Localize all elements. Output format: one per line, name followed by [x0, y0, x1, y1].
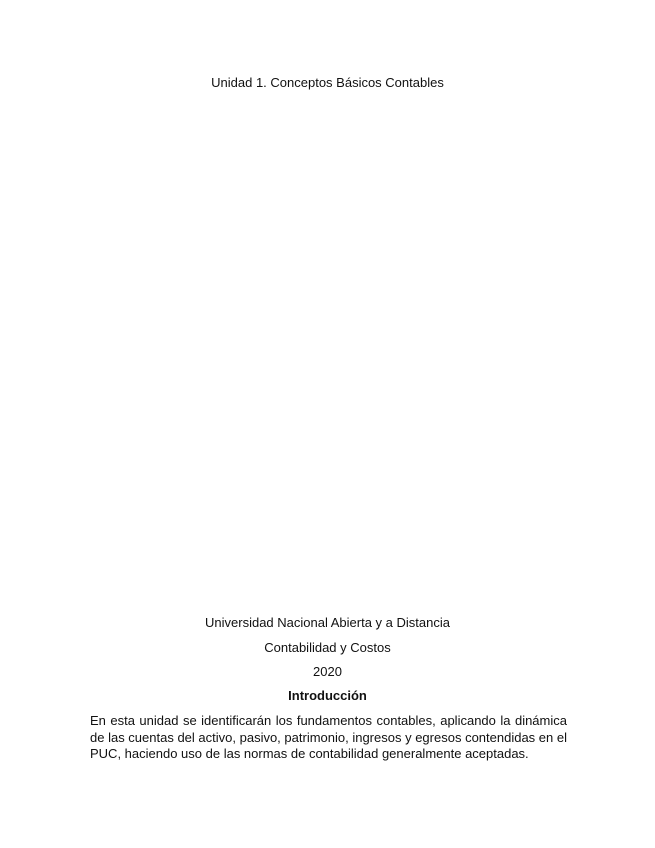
- document-title: Unidad 1. Conceptos Básicos Contables: [211, 75, 444, 90]
- introduction-heading: Introducción: [288, 688, 367, 703]
- document-year: 2020: [313, 664, 342, 679]
- university-name: Universidad Nacional Abierta y a Distancia: [205, 615, 450, 630]
- course-name: Contabilidad y Costos: [264, 640, 391, 655]
- introduction-paragraph: En esta unidad se identificarán los fundamentos contables, aplicando la dinámica de las cuentas del activo, pasivo, patrimonio, ingresos y egresos contendidas en el PUC, haciendo uso de las normas de contabilidad generalmente aceptadas.: [90, 713, 567, 761]
